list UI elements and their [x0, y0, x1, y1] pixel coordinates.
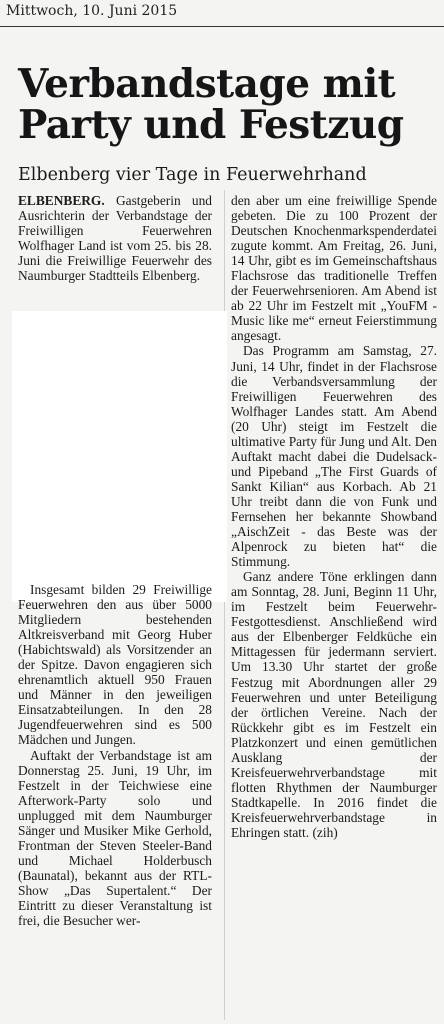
paragraph-kickoff: Auftakt der Verbandstage ist am Donnerstag 25. Juni, 19 Uhr, im Festzelt in der Teichwiese eine Afterwork-Party solo und unplugged mit dem Naumburger Sänger und Musiker Mike Gerhold, Frontman der Steven Steeler-Band und Michael Holderbusch (Baunatal), bekannt aus der RTL-Show „Das Supertalent.“ Der Eintritt zu dieser Veranstaltung ist frei, die Besucher wer-	[18, 747, 212, 929]
paragraph-friday: den aber um eine freiwillige Spende gebeten. Die zu 100 Prozent der Deutschen Knochenmarkspenderdatei zugute kommt. Am Freitag, 26. Juni, 14 Uhr, gibt es im Gemeinschaftshaus Flachsrose das traditionelle Treffen der Feuerwehrsenioren. Am Abend ist ab 22 Uhr im Festzelt mit „YouFM - Music like me“ erneut Feierstimmung angesagt.	[231, 193, 437, 344]
paragraph-saturday: Das Programm am Samstag, 27. Juni, 14 Uhr, findet in der Flachsrose die Verbandsversammlung der Freiwilligen Feuerwehren des Wolfhager Landes statt. Am Abend (20 Uhr) steigt im Festzelt die ultimative Party für Jung und Alt. Den Auftakt macht dabei die Dudelsack- und Pipeband „The First Guards of Sankt Kilian“ aus Korbach. Ab 21 Uhr treibt dann die von Funk und Fernsehen her bekannte Showband „AischZeit - das Beste was der Alpenrock zu bieten hat“ die Stimmung.	[231, 343, 437, 570]
column-2	[231, 193, 437, 840]
column-1-top	[18, 193, 212, 283]
subheadline: Elbenberg vier Tage in Feuerwehrhand	[18, 165, 367, 185]
dateline: Mittwoch, 10. Juni 2015	[6, 3, 178, 19]
image-placeholder	[12, 311, 227, 602]
headline-line-2: Party und Festzug	[18, 102, 404, 148]
lead-paragraph-text: Gastgeberin und Ausrichterin der Verbandstage der Freiwilligen Feuerwehren Wolfhager Land ist vom 25. bis 28. Juni die Freiwillige Feuerwehr des Naumburger Stadtteils Elbenberg.	[18, 193, 212, 284]
lead-paragraph	[18, 193, 212, 283]
dateline-location: ELBENBERG.	[18, 193, 105, 208]
headline-line-1: Verbandstage mit	[18, 61, 396, 107]
column-1-bottom	[18, 582, 212, 928]
header-rule	[0, 26, 444, 27]
paragraph-sunday: Ganz andere Töne erklingen dann am Sonntag, 28. Juni, Beginn 11 Uhr, im Festzelt beim Feuerwehr-Festgottesdienst. Anschließend wird aus der Elbenberger Feldküche ein Mittagessen für jedermann serviert. Um 13.30 Uhr startet der große Festzug mit Abordnungen aller 29 Feuerwehren und unter Beteiligung der örtlichen Vereine. Nach der Rückkehr gibt es im Festzelt ein Platzkonzert und einen gemütlichen Ausklang der Kreisfeuerwehrverbandstage mit flotten Rhythmen der Naumburger Stadtkapelle. In 2016 findet die Kreisfeuerwehrverbandstage in Ehringen statt. (zih)	[231, 569, 437, 840]
headline	[18, 61, 438, 148]
paragraph-members: Insgesamt bilden 29 Freiwillige Feuerwehren den aus über 5000 Mitgliedern bestehenden Altkreisverband mit Georg Huber (Habichtswald) als Vorsitzender an der Spitze. Davon engagieren sich ehrenamtlich aktuell 950 Frauen und Männer in den jeweiligen Einsatzabteilungen. In den 28 Jugendfeuerwehren sind es 500 Mädchen und Jungen.	[18, 582, 212, 748]
